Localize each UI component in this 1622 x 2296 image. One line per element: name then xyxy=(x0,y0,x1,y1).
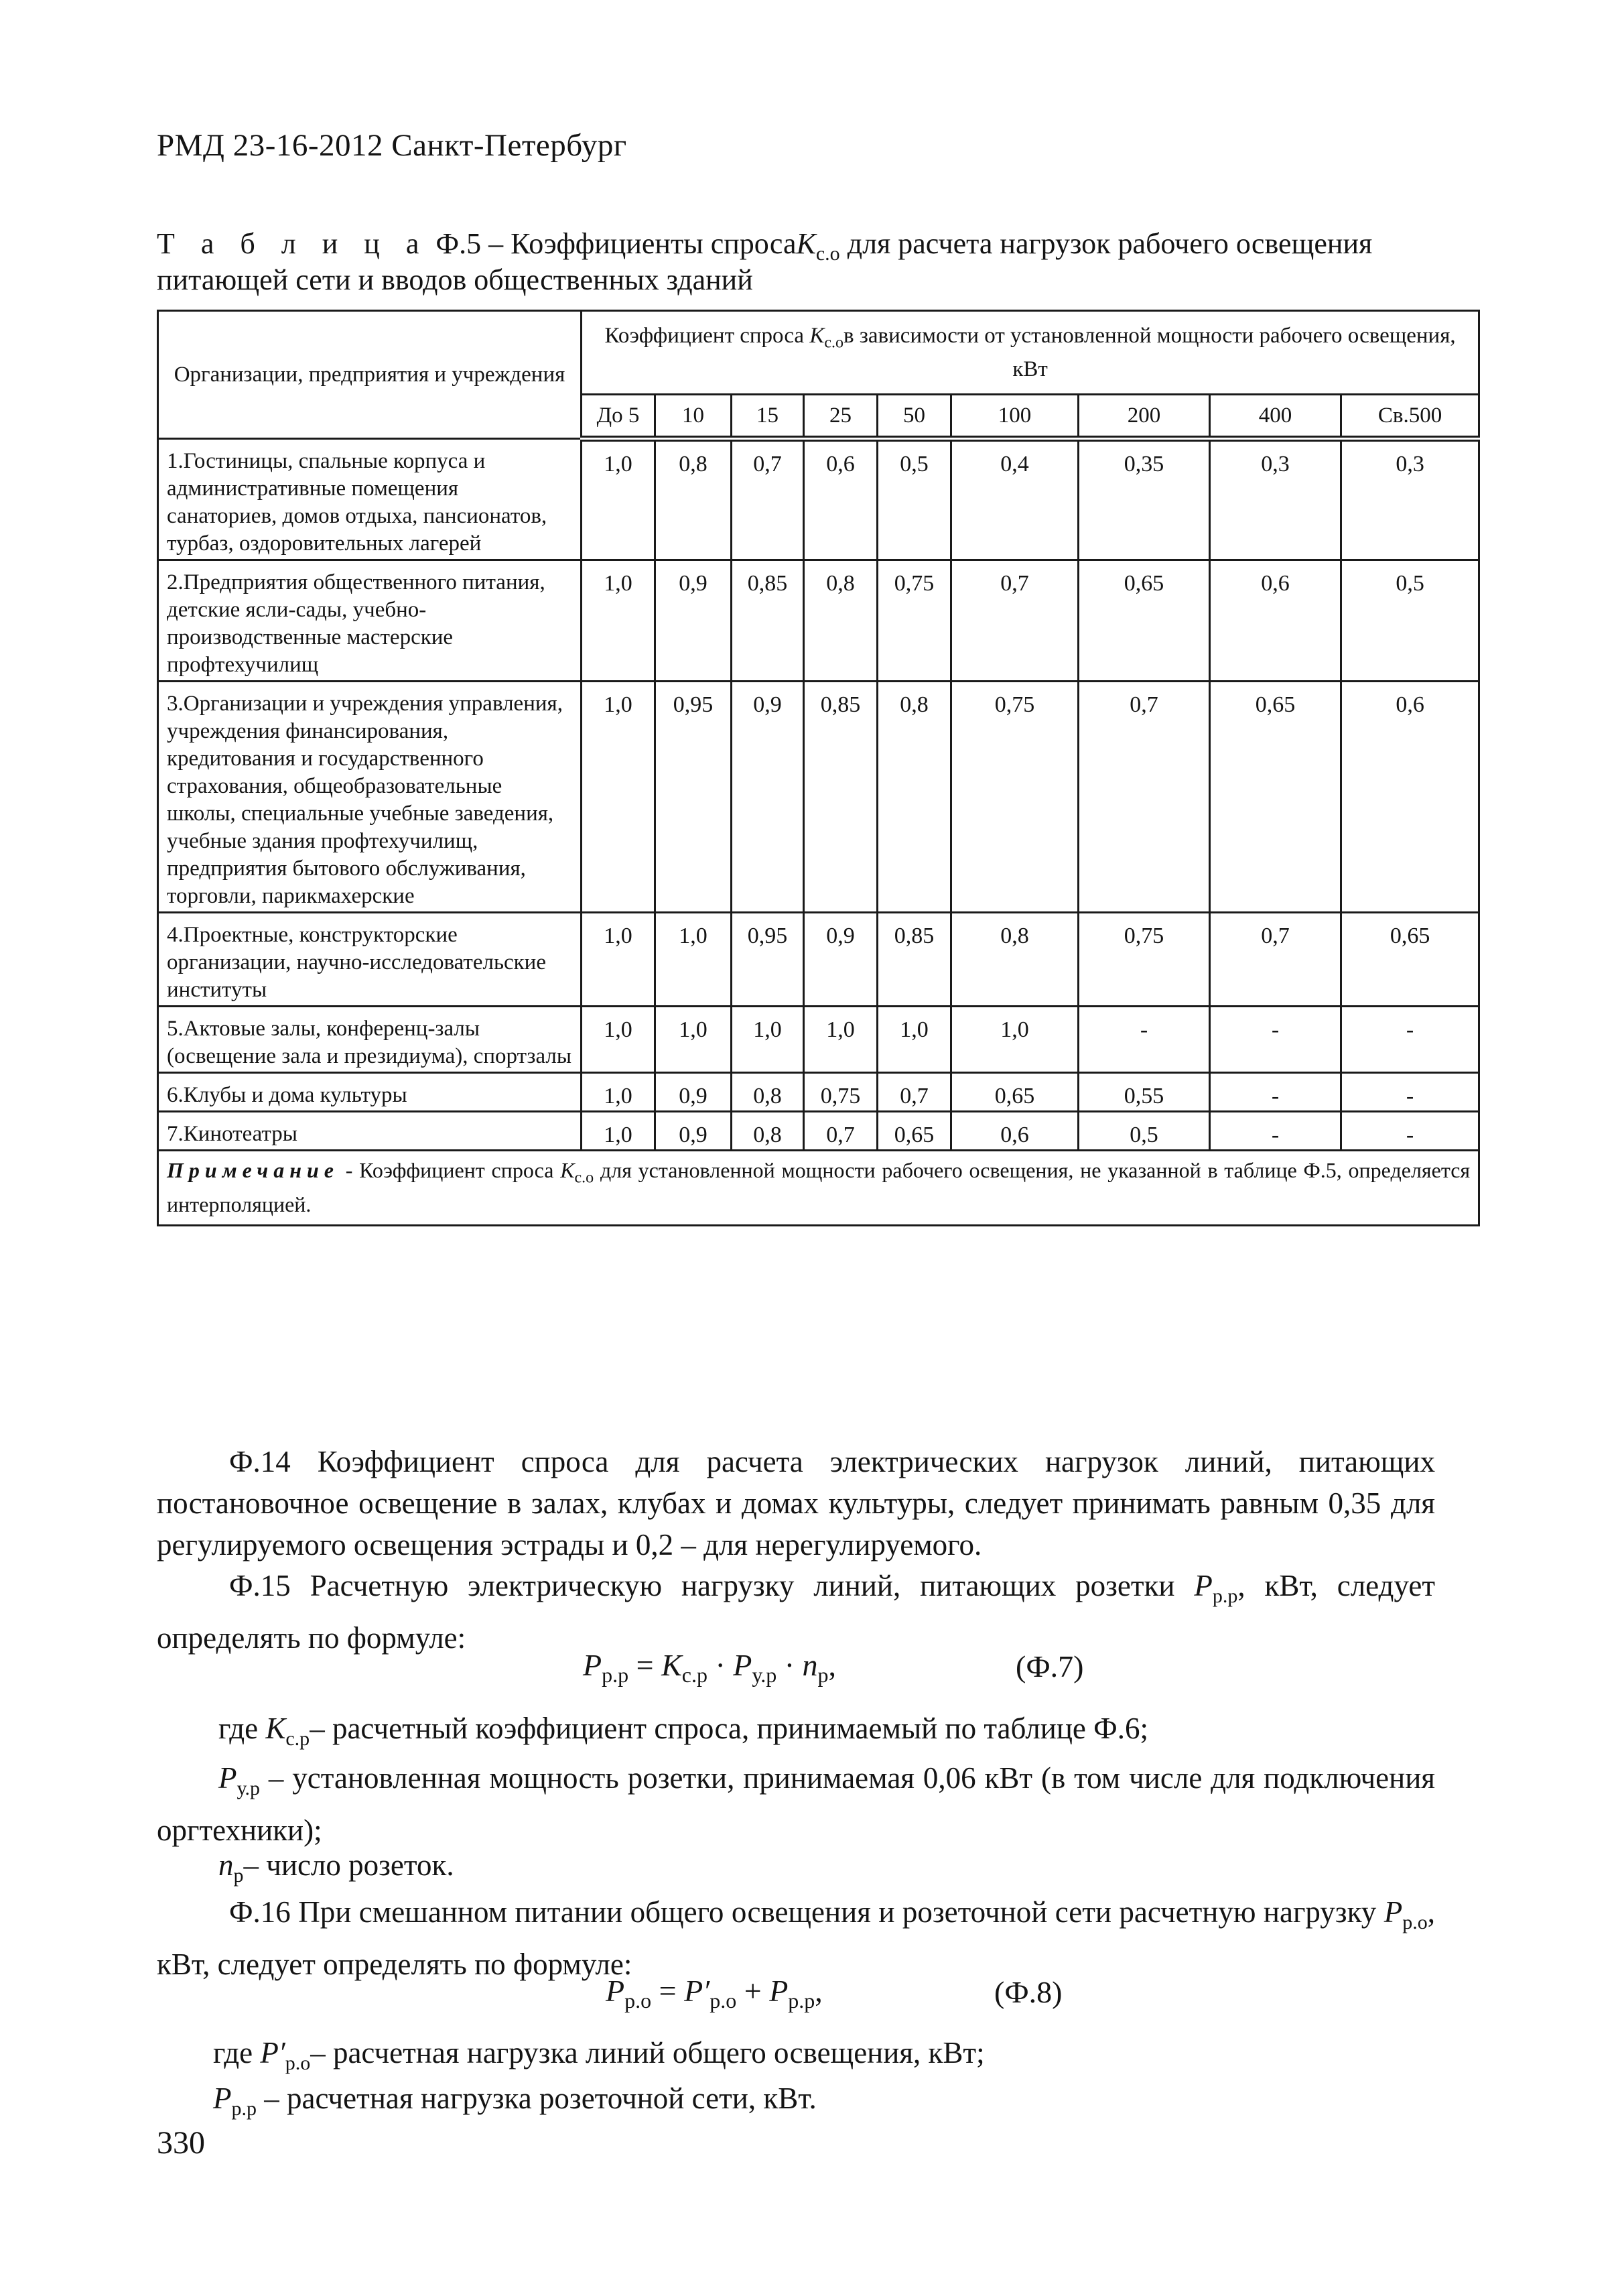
value-cell: 0,4 xyxy=(951,439,1079,560)
table-caption-label: Т а б л и ц а xyxy=(157,227,429,260)
table-caption-text: – Коэффициенты спроса xyxy=(488,227,797,260)
table-row xyxy=(158,439,1479,560)
value-cell: 0,3 xyxy=(1341,439,1479,560)
document-header: РМД 23-16-2012 Санкт-Петербург xyxy=(157,128,627,163)
paragraph-f14: Ф.14 Коэффициент спроса для расчета электрических нагрузок линий, питающих постановочное освещение в залах, клубах и домах культуры, следует принимать равным 0,35 для регулируемого освещения эстрады и 0,2 – для нерегулируемого. xyxy=(157,1445,1435,1561)
value-cell: 0,6 xyxy=(1341,682,1479,913)
value-cell: 1,0 xyxy=(951,1007,1079,1073)
value-cell: 0,9 xyxy=(804,913,878,1007)
value-cell: 0,75 xyxy=(804,1073,878,1112)
value-cell: 0,7 xyxy=(1079,682,1210,913)
org-column-header: Организации, предприятия и учреждения xyxy=(158,311,582,439)
value-cell: 0,8 xyxy=(951,913,1079,1007)
value-cell: 1,0 xyxy=(582,913,655,1007)
note-label: Примечание xyxy=(167,1158,339,1182)
table-caption-number: Ф.5 xyxy=(435,227,482,260)
org-cell: 5.Актовые залы, конференц-залы (освещение зала и президиума), спортзалы xyxy=(158,1007,582,1073)
column-header: 25 xyxy=(804,395,878,439)
org-cell: 7.Кинотеатры xyxy=(158,1112,582,1151)
value-cell: 0,95 xyxy=(732,913,804,1007)
value-cell: 0,5 xyxy=(1079,1112,1210,1151)
table-caption-line2: питающей сети и вводов общественных зданий xyxy=(157,263,753,296)
paragraph-f15: Ф.15 Расчетную электрическую нагрузку линий, питающих розетки $P_{р.р}$, кВт, следует определять по формуле: xyxy=(157,1569,1435,1655)
value-cell: 0,65 xyxy=(1341,913,1479,1007)
value-cell: 0,75 xyxy=(951,682,1079,913)
value-cell: 1,0 xyxy=(878,1007,951,1073)
org-cell: 4.Проектные, конструкторские организации, научно-исследовательские институты xyxy=(158,913,582,1007)
column-header: 15 xyxy=(732,395,804,439)
table-row xyxy=(158,1073,1479,1112)
formula-f8-number: (Ф.8) xyxy=(994,1975,1063,2009)
value-cell: 1,0 xyxy=(582,1073,655,1112)
value-cell: 1,0 xyxy=(655,913,732,1007)
value-cell: 0,6 xyxy=(951,1112,1079,1151)
table-row xyxy=(158,682,1479,913)
k-symbol: $K_{с.о}$ xyxy=(796,227,840,265)
where-p-po-prime: где $P'_{р.о}-$ расчетная нагрузка линий общего освещения, кВт; xyxy=(213,2036,985,2074)
table-caption-text-after: для расчета нагрузок рабочего освещения xyxy=(847,227,1373,260)
value-cell: 0,7 xyxy=(1210,913,1341,1007)
table-row xyxy=(158,1112,1479,1151)
value-cell: 0,7 xyxy=(951,560,1079,682)
demand-coefficient-table xyxy=(157,310,1480,1226)
table-body xyxy=(158,439,1479,1151)
value-cell: 0,65 xyxy=(1079,560,1210,682)
where-p-pp: $P_{р.р}$ – расчетная нагрузка розеточной сети, кВт. xyxy=(213,2082,817,2120)
value-cell: 1,0 xyxy=(582,682,655,913)
value-cell: 0,65 xyxy=(951,1073,1079,1112)
column-header: 100 xyxy=(951,395,1079,439)
value-cell: 0,9 xyxy=(655,1112,732,1151)
table-note: Примечание - Коэффициент спроса $K_{с.о}$ для установленной мощности рабочего освещения, не указанной в таблице Ф.5, определяется интерполяцией. xyxy=(158,1151,1479,1226)
value-cell: 0,5 xyxy=(878,439,951,560)
value-cell: - xyxy=(1341,1007,1479,1073)
value-cell: - xyxy=(1210,1073,1341,1112)
value-cell: 0,7 xyxy=(878,1073,951,1112)
column-header: 50 xyxy=(878,395,951,439)
value-cell: 0,8 xyxy=(732,1073,804,1112)
column-header: 200 xyxy=(1079,395,1210,439)
value-cell: 0,8 xyxy=(732,1112,804,1151)
where-p-yp: $P_{у.р}$ – установленная мощность розетки, принимаемая 0,06 кВт (в том числе для подключения оргтехники); xyxy=(157,1761,1435,1847)
value-cell: - xyxy=(1341,1073,1479,1112)
value-cell: 0,6 xyxy=(804,439,878,560)
page-number: 330 xyxy=(157,2125,205,2161)
value-cell: 0,85 xyxy=(878,913,951,1007)
value-cell: 1,0 xyxy=(582,439,655,560)
org-cell: 1.Гостиницы, спальные корпуса и административные помещения санаториев, домов отдыха, пансионатов, турбаз, оздоровительных лагерей xyxy=(158,439,582,560)
value-cell: 0,75 xyxy=(878,560,951,682)
value-cell: 1,0 xyxy=(582,1112,655,1151)
org-cell: 3.Организации и учреждения управления, учреждения финансирования, кредитования и государственного страхования, общеобразовательные школы, специальные учебные заведения, учебные здания профтехучилищ, предприятия бытового обслуживания, торговли, парикмахерские xyxy=(158,682,582,913)
value-cell: 0,75 xyxy=(1079,913,1210,1007)
table-row xyxy=(158,560,1479,682)
value-cell: 1,0 xyxy=(582,1007,655,1073)
value-cell: 1,0 xyxy=(582,560,655,682)
column-header: 400 xyxy=(1210,395,1341,439)
value-cell: 0,55 xyxy=(1079,1073,1210,1112)
value-cell: 0,5 xyxy=(1341,560,1479,682)
value-cell: 0,8 xyxy=(804,560,878,682)
value-cell: - xyxy=(1210,1007,1341,1073)
table-row xyxy=(158,1007,1479,1073)
value-cell: 0,65 xyxy=(1210,682,1341,913)
value-cell: 1,0 xyxy=(732,1007,804,1073)
power-group-header: Коэффициент спроса $K_{с.о}в$ зависимости от установленной мощности рабочего освещения, кВт xyxy=(582,311,1479,395)
value-cell: 0,95 xyxy=(655,682,732,913)
paragraph-f16: Ф.16 При смешанном питании общего освещения и розеточной сети расчетную нагрузку $P_{р.о}$, кВт, следует определять по формуле: xyxy=(157,1895,1436,1981)
value-cell: 0,7 xyxy=(804,1112,878,1151)
value-cell: 0,85 xyxy=(804,682,878,913)
value-cell: 0,9 xyxy=(732,682,804,913)
value-cell: 0,7 xyxy=(732,439,804,560)
formula-f7-number: (Ф.7) xyxy=(1016,1649,1084,1683)
formula-f8: $P_{р.о} = P'_{р.о} + P_{р.р}$, xyxy=(606,1974,823,2013)
formula-f7: $P_{р.р} = K_{с.р} \cdot P_{у.р} \cdot n_р$, xyxy=(583,1648,837,1687)
value-cell: 1,0 xyxy=(804,1007,878,1073)
value-cell: 0,65 xyxy=(878,1112,951,1151)
value-cell: 0,85 xyxy=(732,560,804,682)
value-cell: 0,9 xyxy=(655,560,732,682)
where-n-p: $n_р-$ число розеток. xyxy=(218,1848,454,1887)
value-cell: 0,35 xyxy=(1079,439,1210,560)
value-cell: 0,8 xyxy=(878,682,951,913)
org-cell: 6.Клубы и дома культуры xyxy=(158,1073,582,1112)
value-cell: - xyxy=(1079,1007,1210,1073)
value-cell: - xyxy=(1341,1112,1479,1151)
value-cell: 0,6 xyxy=(1210,560,1341,682)
value-cell: - xyxy=(1210,1112,1341,1151)
column-header: Св.500 xyxy=(1341,395,1479,439)
column-header: 10 xyxy=(655,395,732,439)
value-cell: 0,9 xyxy=(655,1073,732,1112)
column-header: До 5 xyxy=(582,395,655,439)
value-cell: 0,3 xyxy=(1210,439,1341,560)
value-cell: 0,8 xyxy=(655,439,732,560)
where-k-cp: где $K_{с.р}-$ расчетный коэффициент спроса, принимаемый по таблице Ф.6; xyxy=(218,1712,1148,1750)
value-cell: 1,0 xyxy=(655,1007,732,1073)
table-row xyxy=(158,913,1479,1007)
org-cell: 2.Предприятия общественного питания, детские ясли-сады, учебно-производственные мастерские профтехучилищ xyxy=(158,560,582,682)
